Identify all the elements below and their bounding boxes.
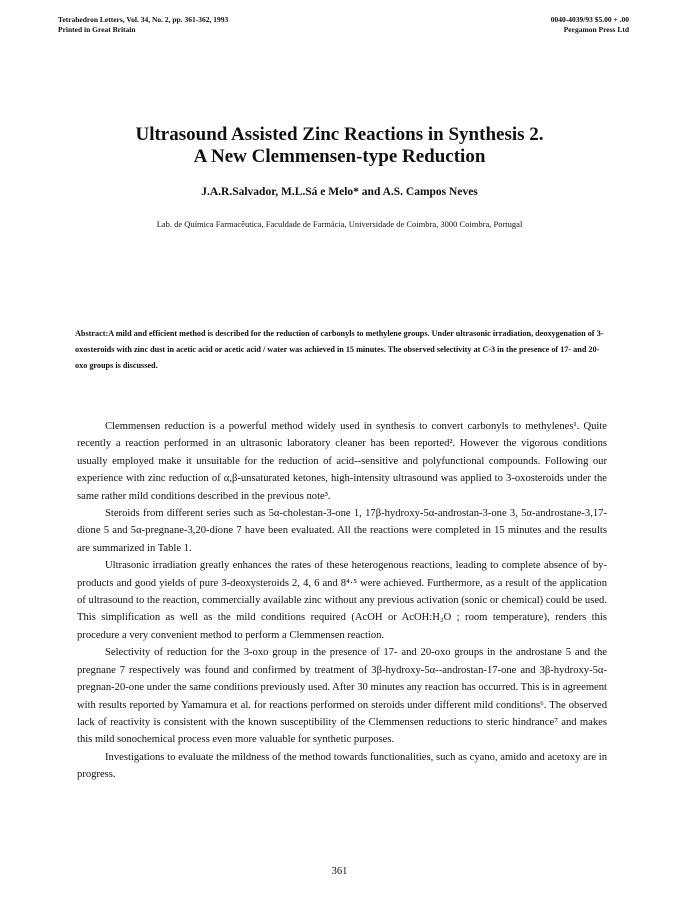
body-text — [77, 418, 607, 784]
affiliation: Lab. de Química Farmacêutica, Faculdade de Farmácia, Universidade de Coimbra, 3000 Coimbra, Portugal — [156, 219, 523, 229]
journal-citation: Tetrahedron Letters, Vol. 34, No. 2, pp. 361-362, 1993 — [58, 15, 229, 24]
paragraph-3: Ultrasonic irradiation greatly enhances the rates of these heterogenous reactions, leading to complete absence of by-products and good yields of pure 3-deoxysteroids 2, 4, 6 and 8⁴·⁵ were achieved. Furthermore, as a result of the application of ultrasound to the reaction, commercially available zinc without any previous activation (sonic or chemical) could be used. This simplification as well as the mild conditions required (AcOH or AcOH:H₂O ; room temperature), renders this procedure a very convenient method to perform a Clemmensen reaction. — [77, 560, 607, 641]
publisher-name: Pergamon Press Ltd — [563, 25, 629, 34]
paragraph-5: Investigations to evaluate the mildness of the method towards functionalities, such as cyano, amido and acetoxy are in progress. — [77, 751, 607, 781]
paragraph-4: Selectivity of reduction for the 3-oxo group in the presence of 17- and 20-oxo groups in the androstane 5 and the pregnane 7 respectively was found and confirmed by treatment of 3β-hydroxy-5α--androstan-17-one and 3β-hydroxy-5α-pregnan-20-one under the same conditions previously used. After 30 minutes any reaction has occurred. This is in agreement with results reported by Yamamura et al. for reactions performed on steroids under different mild conditions⁶. The observed lack of reactivity is consistent with the known susceptibility of the Clemmensen reductions to steric hindrance⁷ and makes this mild sonochemical process even more valuable for synthetic purposes. — [77, 647, 607, 746]
title-line-1: Ultrasound Assisted Zinc Reactions in Synthesis 2. — [135, 124, 544, 145]
authors: J.A.R.Salvador, M.L.Sá e Melo* and A.S. Campos Neves — [201, 186, 478, 198]
abstract-text: A mild and efficient method is described for the reduction of carbonyls to methylene groups. Under ultrasonic irradiation, deoxygenation of 3-oxosteroids with zinc dust in acetic acid or acetic acid / water was achieved in 15 minutes. The observed selectivity at C-3 in the presence of 17- and 20-oxo groups is discussed. — [75, 329, 604, 370]
journal-header — [58, 15, 228, 35]
paragraph-1: Clemmensen reduction is a powerful method widely used in synthesis to convert carbonyls to methylenes¹. Quite recently a reaction performed in an ultrasonic laboratory cleaner has been reported². However the vigorous conditions usually employed make it unsuitable for the reduction of acid--sensitive and polyfunctional compounds. Following our experience with zinc reduction of α,β-unsaturated ketones, high-intensity ultrasound was applied to 3-oxosteroids under the same rather mild conditions described in the previous note³. — [77, 421, 607, 502]
abstract — [75, 326, 605, 374]
publisher-header — [551, 15, 629, 35]
page-number: 361 — [331, 866, 348, 877]
issn-price: 0040-4039/93 $5.00 + .00 — [550, 15, 629, 24]
paragraph-2: Steroids from different series such as 5α-cholestan-3-one 1, 17β-hydroxy-5α-androstan-3-one 3, 5α-androstane-3,17-dione 5 and 5α-pregnane-3,20-dione 7 have been evaluated. All the reactions were completed in 15 minutes and the results are summarized in Table 1. — [77, 508, 607, 554]
printed-location: Printed in Great Britain — [58, 25, 136, 34]
paper-title — [0, 124, 679, 168]
abstract-label: Abstract: — [75, 329, 109, 338]
title-line-2: A New Clemmensen-type Reduction — [193, 146, 486, 167]
